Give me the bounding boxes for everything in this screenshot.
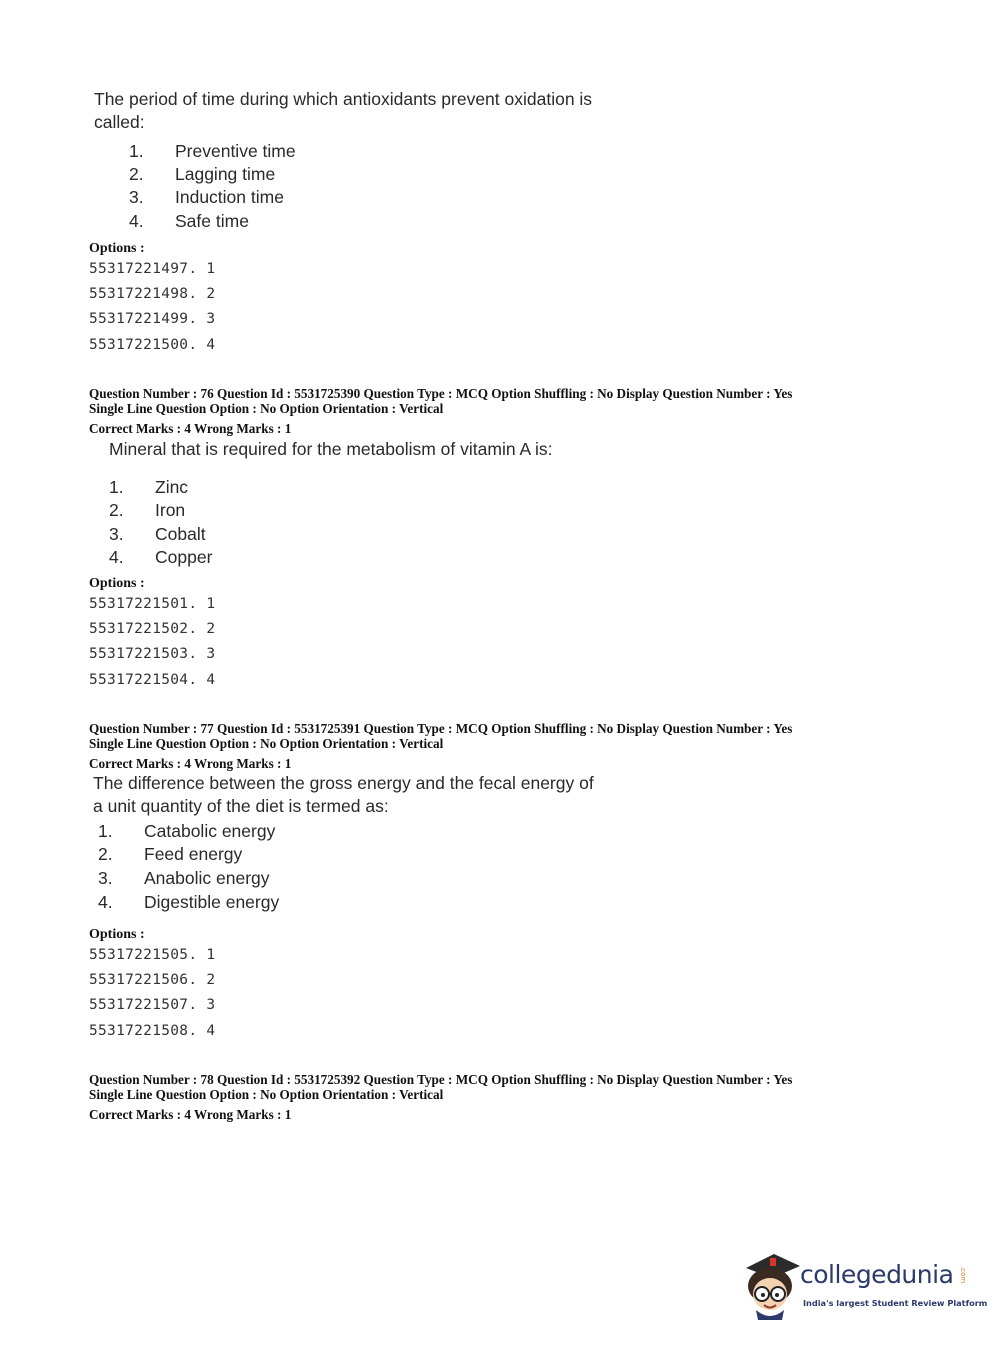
question-text-line: called:: [94, 112, 145, 132]
mascot-icon: [742, 1248, 802, 1320]
choice-number: 2.: [98, 844, 113, 864]
question-marks: Correct Marks : 4 Wrong Marks : 1: [89, 421, 292, 436]
question-76-text: [109, 438, 553, 461]
choice-text: Lagging time: [175, 164, 276, 184]
logo-tagline: India's largest Student Review Platform: [803, 1298, 988, 1308]
choice-text: Safe time: [175, 211, 249, 231]
option-id-line: 55317221502. 2: [89, 621, 216, 637]
choice-number: 2.: [109, 500, 124, 520]
question-marks: Correct Marks : 4 Wrong Marks : 1: [89, 756, 292, 771]
choice-text: Induction time: [175, 187, 284, 207]
question-meta: Single Line Question Option : No Option Orientation : Vertical: [89, 736, 444, 751]
question-meta: Question Number : 77 Question Id : 5531725391 Question Type : MCQ Option Shuffling : No Display Question Number : Yes: [89, 721, 793, 736]
question-text-line: Mineral that is required for the metabolism of vitamin A is:: [109, 439, 553, 459]
choice-text: Catabolic energy: [144, 821, 276, 841]
option-id-line: 55317221505. 1: [89, 947, 216, 963]
option-id-line: 55317221503. 3: [89, 646, 216, 662]
choice-number: 1.: [109, 477, 124, 497]
choice-number: 3.: [109, 524, 124, 544]
choice-number: 3.: [129, 187, 144, 207]
option-id-line: 55317221498. 2: [89, 286, 216, 302]
choice-text: Zinc: [155, 477, 189, 497]
option-id-line: 55317221507. 3: [89, 997, 216, 1013]
choice-number: 2.: [129, 164, 144, 184]
collegedunia-logo: [742, 1248, 988, 1320]
option-id-line: 55317221497. 1: [89, 261, 216, 277]
logo-tld: .com: [959, 1266, 967, 1284]
question-meta: Question Number : 78 Question Id : 5531725392 Question Type : MCQ Option Shuffling : No Display Question Number : Yes: [89, 1072, 793, 1087]
option-id-line: 55317221500. 4: [89, 337, 216, 353]
choice-text: Copper: [155, 547, 213, 567]
question-75-text: [94, 88, 592, 134]
choice-number: 4.: [98, 892, 113, 912]
choice-text: Preventive time: [175, 141, 296, 161]
options-heading: Options :: [89, 241, 145, 256]
options-heading: Options :: [89, 576, 145, 591]
choice-number: 3.: [98, 868, 113, 888]
question-text-line: a unit quantity of the diet is termed as:: [93, 796, 389, 816]
choice-text: Anabolic energy: [144, 868, 270, 888]
choice-text: Cobalt: [155, 524, 206, 544]
choice-number: 1.: [98, 821, 113, 841]
logo-wordmark: collegedunia: [800, 1260, 954, 1289]
question-text-line: The difference between the gross energy and the fecal energy of: [93, 773, 594, 793]
question-meta: Single Line Question Option : No Option Orientation : Vertical: [89, 1087, 444, 1102]
question-marks: Correct Marks : 4 Wrong Marks : 1: [89, 1107, 292, 1122]
choice-number: 4.: [109, 547, 124, 567]
choice-number: 1.: [129, 141, 144, 161]
choice-number: 4.: [129, 211, 144, 231]
choice-text: Feed energy: [144, 844, 243, 864]
options-heading: Options :: [89, 927, 145, 942]
question-meta: Single Line Question Option : No Option Orientation : Vertical: [89, 401, 444, 416]
option-id-line: 55317221501. 1: [89, 596, 216, 612]
option-id-line: 55317221499. 3: [89, 311, 216, 327]
question-meta: Question Number : 76 Question Id : 5531725390 Question Type : MCQ Option Shuffling : No Display Question Number : Yes: [89, 386, 793, 401]
question-text-line: The period of time during which antioxidants prevent oxidation is: [94, 89, 593, 109]
question-77-text: [93, 772, 594, 818]
option-id-line: 55317221506. 2: [89, 972, 216, 988]
option-id-line: 55317221504. 4: [89, 672, 216, 688]
choice-text: Digestible energy: [144, 892, 280, 912]
choice-text: Iron: [155, 500, 186, 520]
option-id-line: 55317221508. 4: [89, 1023, 216, 1039]
